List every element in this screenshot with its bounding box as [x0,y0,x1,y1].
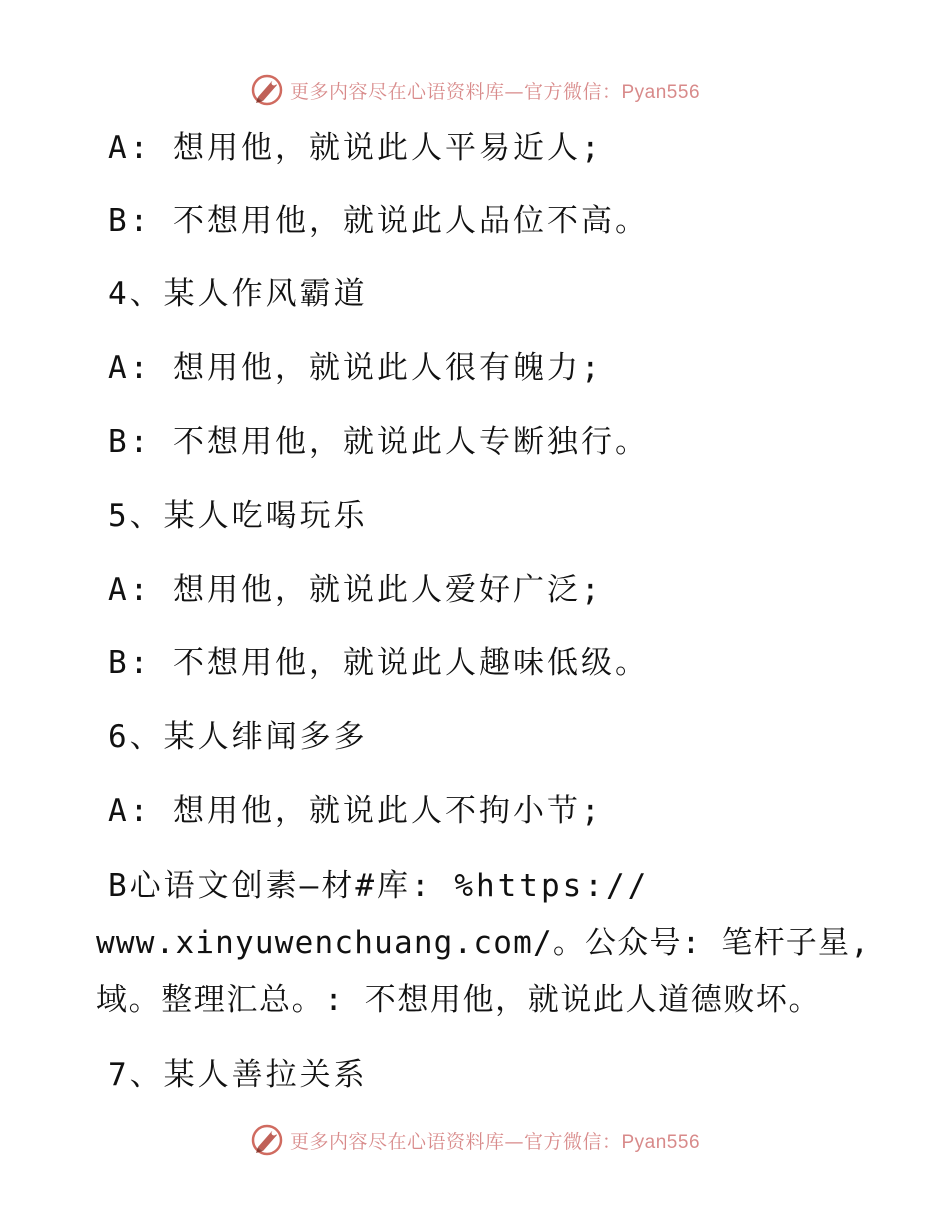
text-line: B: 不想用他，就说此人趣味低级。 [108,645,649,681]
text-line: 5、某人吃喝玩乐 [108,498,368,534]
text-line: 4、某人作风霸道 [108,276,368,312]
text-line: 域。整理汇总。: 不想用他，就说此人道德败坏。 [96,982,822,1018]
banner-text: 更多内容尽在心语资料库—官方微信：Pyan556 [289,80,701,103]
header-watermark-banner [0,70,950,110]
text-line: A: 想用他，就说此人平易近人; [108,130,603,166]
text-line: A: 想用他，就说此人不拘小节; [108,793,603,829]
banner-content [250,73,700,107]
text-line: 6、某人绯闻多多 [108,719,368,755]
text-line: 7、某人善拉关系 [108,1057,368,1093]
banner-content [250,1123,700,1157]
text-line: www.xinyuwenchuang.com/。公众号: 笔杆子星, [96,925,871,961]
text-line: A: 想用他，就说此人很有魄力; [108,350,603,386]
text-line: B心语文创素—材#库: %https:// [108,868,650,904]
pen-logo-icon [250,1123,284,1157]
text-line: B: 不想用他，就说此人品位不高。 [108,203,649,239]
text-line: B: 不想用他，就说此人专断独行。 [108,424,649,460]
text-line: A: 想用他，就说此人爱好广泛; [108,572,603,608]
footer-watermark-banner [0,1120,950,1160]
banner-text: 更多内容尽在心语资料库—官方微信：Pyan556 [289,1130,701,1153]
pen-logo-icon [250,73,284,107]
